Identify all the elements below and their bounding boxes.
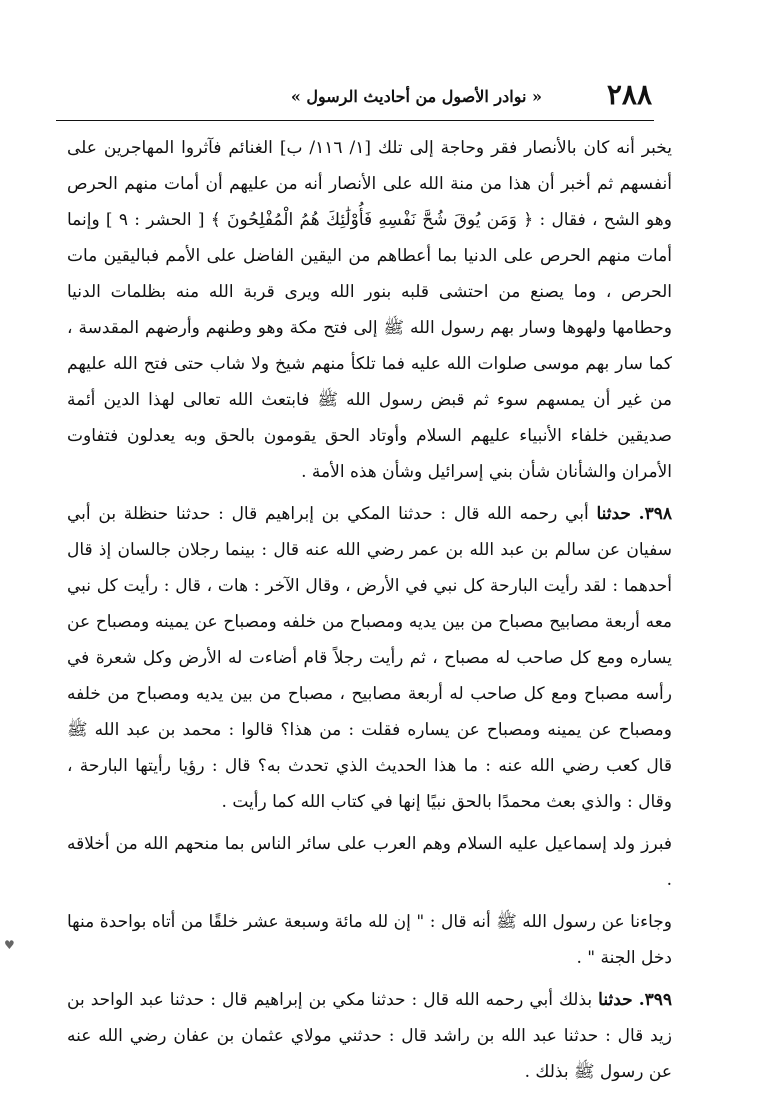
hadith-number: ٣٩٩.	[638, 990, 673, 1010]
hadith-label: حدثنا	[598, 990, 633, 1010]
paragraph-text: أبي رحمه الله قال : حدثنا المكي بن إبراهيم قال : حدثنا حنظلة بن أبي سفيان عن سالم بن عبد الله بن عمر رضي الله عنه قال : بينما رجلان جالسان إذ قال أحدهما : لقد رأيت البارحة كل نبي في الأرض ، وقال الآخر : هات ، قال : رأيت كل نبي معه أربعة مصابيح مصباح من بين يديه ومصباح من خلفه ومصباح عن يمينه ومصباح عن يساره ومع كل صاحب له مصباح ، ثم رأيت رجلاً قام أضاءت له الأرض وكل شعرة في رأسه مصباح ومع كل صاحب له أربعة مصابيح ، مصباح من بين يديه ومصباح من خلفه ومصباح عن يمينه ومصباح عن يساره فقلت : من هذا؟ قالوا : محمد بن عبد الله ﷺ قال كعب رضي الله عنه : ما هذا الحديث الذي تحدث به؟ قال : رؤيا رأيتها البارحة ، وقال : والذي بعث محمدًا بالحق نبيًا إنها في كتاب الله كما رأيت .	[67, 504, 672, 812]
hadith-399	[67, 982, 672, 1090]
paragraph-text: فبرز ولد إسماعيل عليه السلام وهم العرب على سائر الناس بما منحهم الله من أخلاقه .	[67, 834, 672, 890]
paragraph-text: بذلك أبي رحمه الله قال : حدثنا مكي بن إبراهيم قال : حدثنا عبد الواحد بن زيد قال : حدثنا عبد الله بن راشد قال : حدثني مولاي عثمان بن عفان رضي الله عنه عن رسول ﷺ بذلك .	[67, 990, 672, 1082]
paragraph-4	[67, 904, 672, 976]
paragraph-1	[67, 130, 672, 490]
hadith-number: ٣٩٨.	[638, 504, 672, 524]
hadith-label: حدثنا	[596, 504, 631, 524]
running-title: « نوادر الأصول من أحاديث الرسول »	[290, 87, 542, 106]
page-header	[56, 78, 652, 118]
paragraph-text: وجاءنا عن رسول الله ﷺ أنه قال : " إن لله مائة وسبعة عشر خلقًا من أتاه بواحدة منها دخل الجنة " .	[67, 912, 672, 968]
margin-mark-icon: ♥	[4, 938, 15, 952]
hadith-398	[67, 496, 672, 820]
page-number: ٢٨٨	[606, 78, 652, 111]
paragraph-text: يخبر أنه كان بالأنصار فقر وحاجة إلى تلك [١/ ١١٦/ ب] الغنائم فآثروا المهاجرين على أنفسهم ثم أخبر أن هذا من منة الله على الأنصار أنه من عليهم أن أمات منهم الحرص وهو الشح ، فقال : ﴿ وَمَن يُوقَ شُحَّ نَفْسِهِ فَأُوْلَٰئِكَ هُمُ الْمُفْلِحُونَ ﴾ [ الحشر : ٩ ] وإنما أمات منهم الحرص على الدنيا بما أعطاهم من اليقين الفاضل على الأمم فباليقين مات الحرص ، وما يصنع من احتشى قلبه بنور الله ويرى قربة الله منه بظلمات الدنيا وحطامها ولهوها وسار بهم رسول الله ﷺ إلى فتح مكة وهو وطنهم وأرضهم المقدسة ، كما سار بهم موسى صلوات الله عليه فما تلكأ منهم شيخ ولا شاب حتى فتح الله عليهم من غير أن يمسهم سوء ثم قبض رسول الله ﷺ فابتعث الله تعالى لهذا الدين أئمة صديقين خلفاء الأنبياء عليهم السلام وأوتاد الحق يقومون بالحق وبه يعدلون فتفاوت الأمران والشأنان شأن بني إسرائيل وشأن هذه الأمة .	[67, 138, 672, 482]
paragraph-3	[67, 826, 672, 898]
body-text	[67, 130, 672, 1096]
header-rule	[56, 120, 654, 121]
